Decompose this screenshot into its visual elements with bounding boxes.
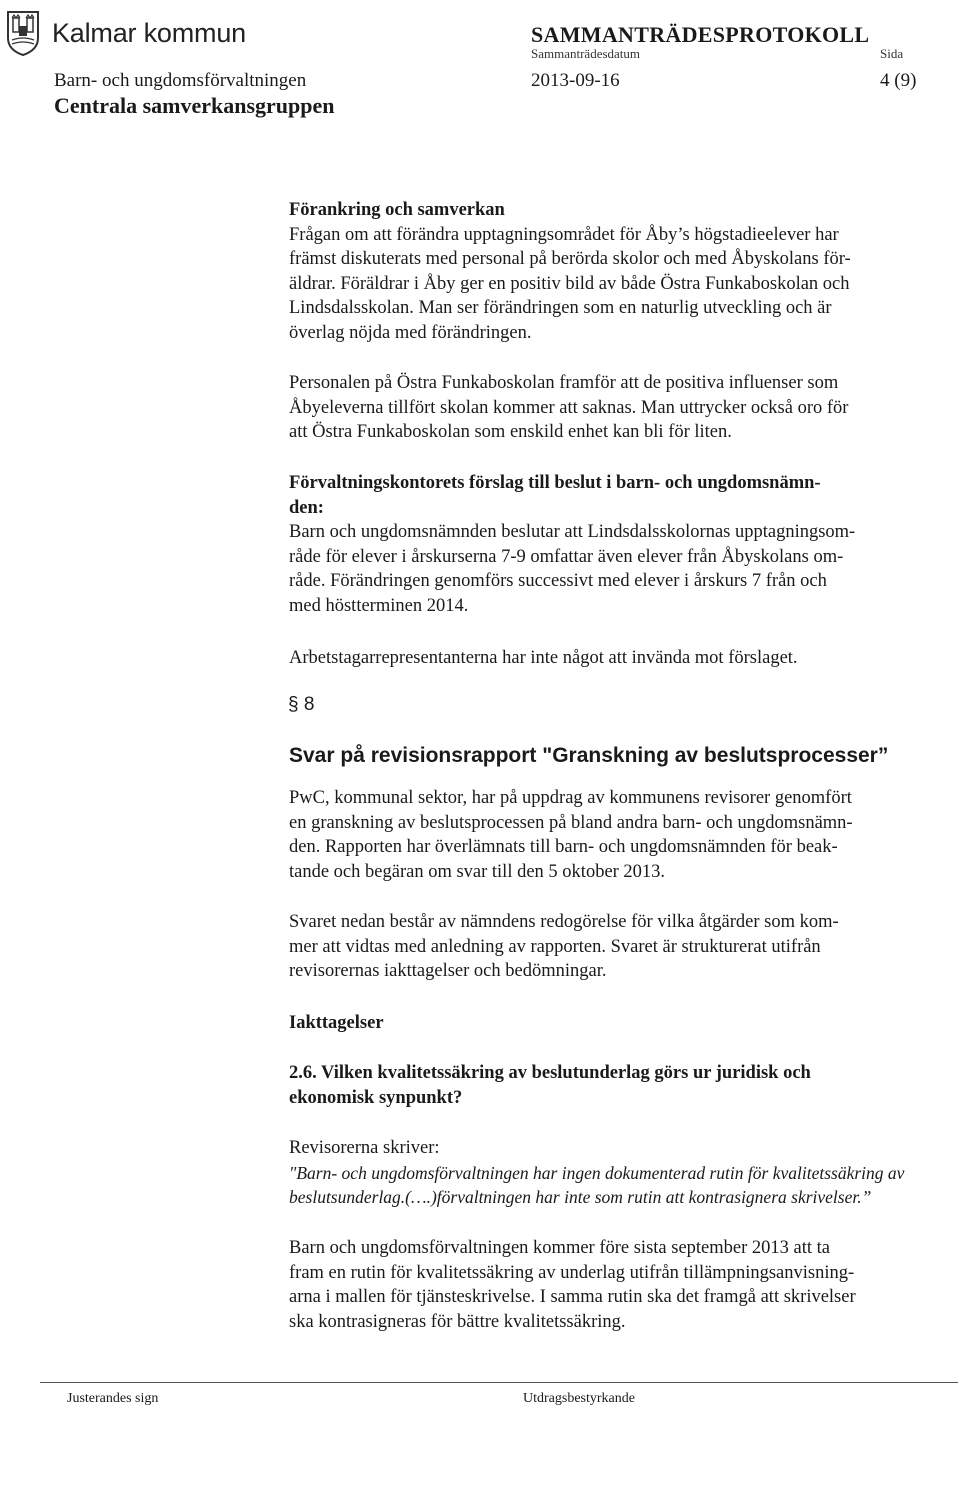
- text-line: Arbetstagarrepresentanterna har inte något att invända mot förslaget.: [289, 648, 798, 668]
- question-heading: [289, 1061, 949, 1110]
- text-line: Svaret nedan består av nämndens redogörelse för vilka åtgärder som kom-: [289, 912, 839, 932]
- coat-of-arms-logo: [6, 8, 40, 56]
- text-line: råde för elever i årskurserna 7-9 omfattar även elever från Åbyskolans om-: [289, 546, 844, 567]
- text-line: PwC, kommunal sektor, har på uppdrag av kommunens revisorer genomfört: [289, 788, 852, 808]
- text-line: en granskning av beslutsprocessen på bland andra barn- och ungdomsnämn-: [289, 812, 853, 833]
- text-line: att Östra Funkaboskolan som enskild enhet kan bli för liten.: [289, 422, 732, 442]
- paragraph-pwc: [289, 786, 949, 884]
- section-iakttagelser: [289, 1011, 949, 1036]
- paragraph-rutin: [289, 1236, 949, 1334]
- meeting-date: 2013-09-16: [531, 70, 620, 91]
- organization-name: Kalmar kommun: [52, 18, 246, 48]
- section-forslag: [289, 471, 949, 618]
- footer-divider: [40, 1382, 958, 1383]
- paragraph-number: § 8: [288, 694, 315, 715]
- paragraph-svaret: [289, 910, 949, 984]
- department: Barn- och ungdomsförvaltningen: [54, 70, 307, 91]
- page-number: 4 (9): [880, 70, 917, 91]
- text-line: Åbyeleverna tillfört skolan kommer att saknas. Man uttrycker också oro för: [289, 397, 849, 418]
- text-line: äldrar. Föräldrar i Åby ger en positiv bild av både Östra Funkaboskolan och: [289, 273, 850, 294]
- group-name: Centrala samverkansgruppen: [54, 93, 335, 118]
- document-title: SAMMANTRÄDESPROTOKOLL: [531, 22, 870, 47]
- page-label: Sida: [880, 46, 904, 61]
- date-label: Sammanträdesdatum: [531, 46, 641, 61]
- text-line: arna i mallen för tjänsteskrivelse. I samma rutin ska det framgå att skrivelser: [289, 1287, 856, 1307]
- text-line: Personalen på Östra Funkaboskolan framför att de positiva influenser som: [289, 373, 839, 393]
- text-line: fram en rutin för kvalitetssäkring av underlag utifrån tillämpningsanvisning-: [289, 1262, 855, 1283]
- text-line: tande och begäran om svar till den 5 oktober 2013.: [289, 861, 666, 882]
- text-line: ska kontrasigneras för bättre kvalitetssäkring.: [289, 1311, 626, 1332]
- text-line: med höstterminen 2014.: [289, 595, 469, 616]
- item-heading: Svar på revisionsrapport "Granskning av beslutsprocesser”: [289, 744, 889, 767]
- section-heading: Iakttagelser: [289, 1013, 384, 1033]
- text-line: råde. Förändringen genomförs successivt med elever i årskurs 7 från och: [289, 571, 827, 591]
- question-line: 2.6. Vilken kvalitetssäkring av beslutunderlag görs ur juridisk och: [289, 1063, 811, 1083]
- section-forankring: [289, 198, 949, 345]
- text-line: revisorernas iakttagelser och bedömningar.: [289, 961, 607, 981]
- quote-line: "Barn- och ungdomsförvaltningen har ingen dokumenterad rutin för kvalitetssäkring av: [289, 1162, 905, 1183]
- text-line: överlag nöjda med förändringen.: [289, 322, 532, 343]
- section-heading: Förankring och samverkan: [289, 200, 505, 220]
- quote-block: [289, 1136, 949, 1210]
- quote-line: beslutsunderlag.(….)förvaltningen har inte som rutin att kontrasignera skrivelser.”: [289, 1187, 872, 1207]
- section-heading-line: den:: [289, 497, 324, 518]
- text-line: den. Rapporten har överlämnats till barn- och ungdomsnämnden för beak-: [289, 837, 838, 857]
- quote-intro: Revisorerna skriver:: [289, 1138, 440, 1158]
- paragraph-personal: [289, 371, 949, 445]
- text-line: främst diskuterats med personal på berörda skolor och med Åbyskolans för-: [289, 249, 851, 269]
- text-line: Barn och ungdomsnämnden beslutar att Lindsdalsskolornas upptagningsom-: [289, 522, 856, 542]
- paragraph-arbetstagare: [289, 646, 949, 671]
- footer-sign-label: Justerandes sign: [67, 1391, 159, 1406]
- text-line: Lindsdalsskolan. Man ser förändringen som en naturlig utveckling och är: [289, 298, 832, 318]
- section-heading-line: Förvaltningskontorets förslag till beslut i barn- och ungdomsnämn-: [289, 473, 821, 493]
- text-line: mer att vidtas med anledning av rapporten. Svaret är strukturerat utifrån: [289, 936, 821, 957]
- question-line: ekonomisk synpunkt?: [289, 1087, 463, 1108]
- text-line: Barn och ungdomsförvaltningen kommer före sista september 2013 att ta: [289, 1238, 830, 1258]
- footer-certify-label: Utdragsbestyrkande: [523, 1391, 635, 1406]
- text-line: Frågan om att förändra upptagningsområdet för Åby’s högstadieelever har: [289, 224, 839, 245]
